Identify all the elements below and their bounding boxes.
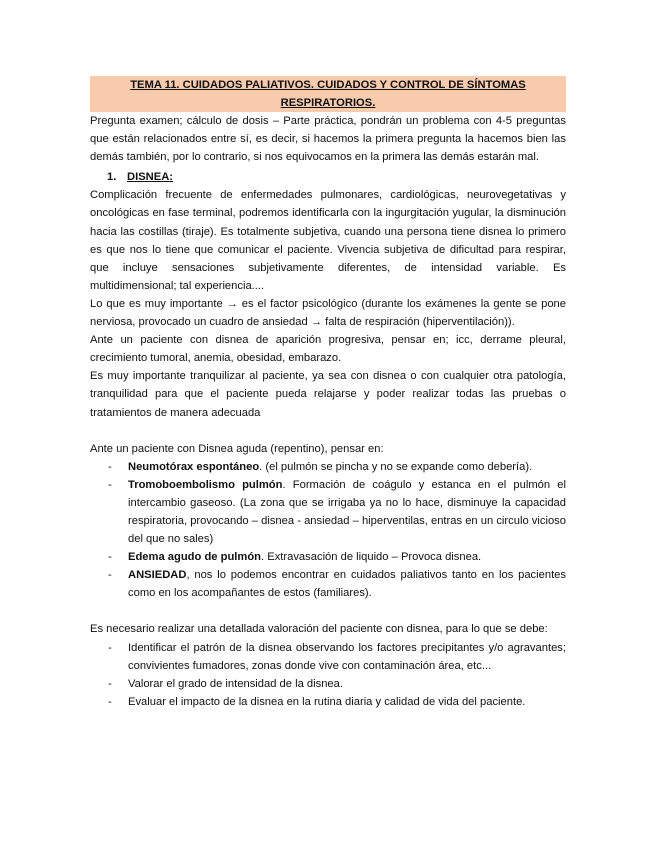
paragraph-reassure: Es muy importante tranquilizar al paciente, ya sea con disnea o con cualquier otra patología, tranquilidad para que el paciente pueda relajarse y poder realizar todas las pruebas o tratamientos de manera adecuada	[90, 370, 566, 419]
item-term: Neumotórax espontáneo	[128, 460, 260, 473]
section-label: DISNEA:	[127, 171, 173, 184]
document-page	[90, 76, 566, 711]
item-text: Valorar el grado de intensidad de la disnea.	[128, 677, 343, 690]
item-text: . Formación de coágulo y estanca en el pulmón el intercambio gaseoso. (La zona que se irrigaba ya no lo hace, disminuye la capacidad respiratoria, provocando – disnea - ansiedad – hiperventilas, entras en un circulo vicioso del que no sales)	[128, 478, 566, 546]
acute-intro: Ante un paciente con Disnea aguda (repentino), pensar en:	[90, 442, 384, 455]
item-text: Evaluar el impacto de la disnea en la rutina diaria y calidad de vida del paciente.	[128, 695, 526, 708]
paragraph-psychological: Lo que es muy importante → es el factor psicológico (durante los exámenes la gente se pone nerviosa, provocado un cuadro de ansiedad → falta de respiración (hiperventilación)).	[90, 297, 566, 329]
intro-paragraph: Pregunta examen; cálculo de dosis – Parte práctica, pondrán un problema con 4-5 preguntas que están relacionados entre sí, es decir, si hacemos la primera pregunta la hacemos bien las demás también, por lo contrario, si nos equivocamos en la primera las demás estarán mal.	[90, 115, 566, 164]
item-term: ANSIEDAD	[128, 569, 187, 582]
bullet-dash: -	[108, 695, 112, 708]
item-text: . Extravasación de liquido – Provoca disnea.	[261, 551, 482, 564]
section-number: 1.	[107, 171, 117, 184]
bullet-dash: -	[108, 478, 112, 491]
assessment-intro: Es necesario realizar una detallada valoración del paciente con disnea, para lo que se debe:	[90, 623, 548, 636]
bullet-dash: -	[108, 569, 112, 582]
document-title: TEMA 11. CUIDADOS PALIATIVOS. CUIDADOS Y CONTROL DE SÍNTOMAS RESPIRATORIOS.	[90, 76, 566, 112]
item-text: Identificar el patrón de la disnea observando los factores precipitantes y/o agravantes; convivientes fumadores, zonas donde vive con contaminación área, etc...	[128, 641, 566, 672]
list-item	[90, 675, 566, 693]
list-item	[90, 639, 566, 675]
assessment-list	[90, 639, 566, 711]
item-text: , nos lo podemos encontrar en cuidados paliativos tanto en los pacientes como en los acompañantes de estos (familiares).	[128, 569, 566, 600]
section-heading	[107, 168, 566, 186]
item-term: Tromoboembolismo pulmón	[128, 478, 283, 491]
bullet-dash: -	[108, 677, 112, 690]
bullet-dash: -	[108, 641, 112, 654]
item-term: Edema agudo de pulmón	[128, 551, 262, 564]
item-text: . (el pulmón se pincha y no se expande como debería).	[259, 460, 533, 473]
bullet-dash: -	[108, 551, 112, 564]
paragraph-definition: Complicación frecuente de enfermedades pulmonares, cardiológicas, neurovegetativas y oncológicas en fase terminal, podremos identificarla con la ingurgitación yugular, la disminución hacia las costillas (tiraje). Es totalmente subjetiva, cuando una persona tiene disnea lo primero es que nos lo tiene que comunicar el paciente. Vivencia subjetiva de dificultad para respirar, que incluye sensaciones subjetivamente diferentes, de intensidad variable. Es multidimensional; tal experiencia....	[90, 189, 566, 292]
list-item	[90, 458, 566, 476]
list-item	[90, 548, 566, 566]
acute-causes-list	[90, 458, 566, 603]
list-item	[90, 693, 566, 711]
paragraph-progressive: Ante un paciente con disnea de aparición progresiva, pensar en; icc, derrame pleural, crecimiento tumoral, anemia, obesidad, embarazo.	[90, 334, 566, 365]
list-item	[90, 566, 566, 602]
list-item	[90, 476, 566, 548]
bullet-dash: -	[108, 460, 112, 473]
